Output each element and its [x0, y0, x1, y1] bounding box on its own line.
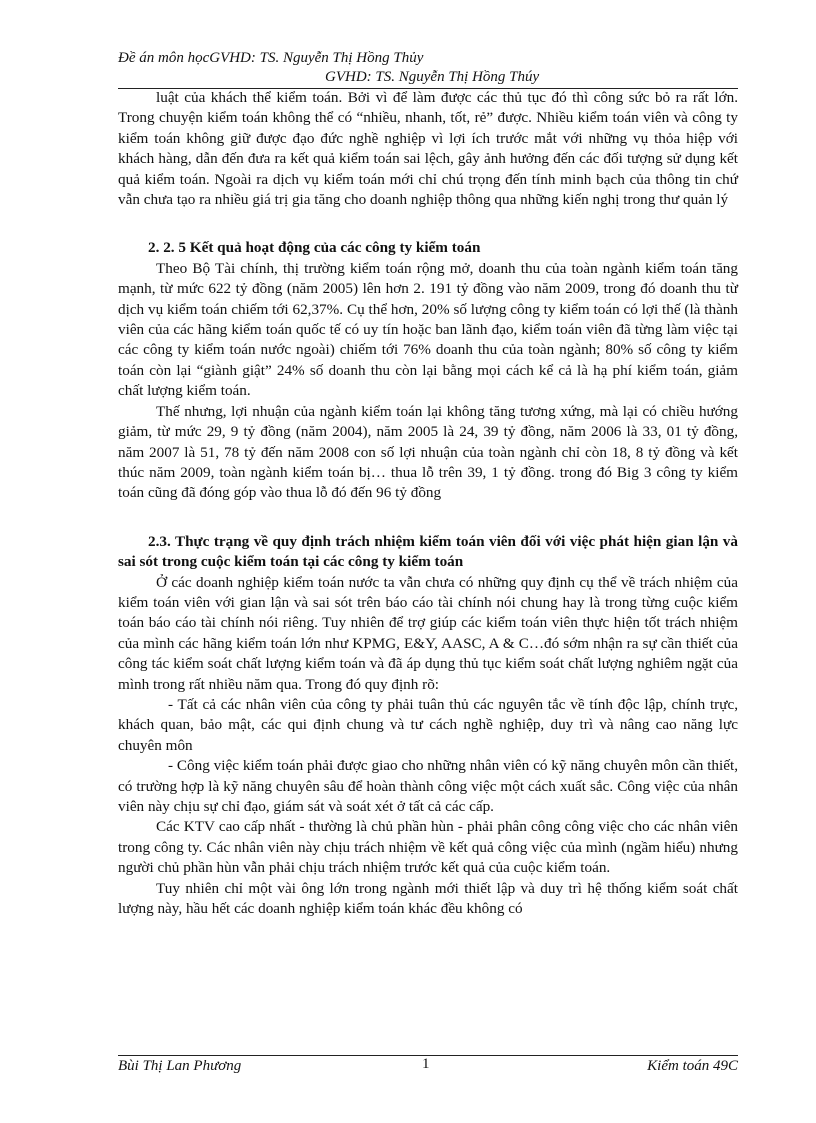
section-heading-2-2-5: 2. 2. 5 Kết quả hoạt động của các công ty kiểm toán	[148, 239, 481, 257]
list-item-assignment: - Công việc kiểm toán phải được giao cho những nhân viên có kỹ năng chuyên môn cần thiết, có trường hợp là kỹ năng chuyên sâu để hoàn thành công việc một cách xuất sắc. Công việc của nhân viên này chịu sự chỉ đạo, giám sát và soát xét ở tất cả các cấp.	[118, 757, 738, 815]
footer-class: Kiểm toán 49C	[647, 1058, 738, 1074]
header-title-line1: Đề án môn họcGVHD: TS. Nguyễn Thị Hồng Thủy	[118, 50, 424, 66]
paragraph-quality-control: Tuy nhiên chỉ một vài ông lớn trong ngành mới thiết lập và duy trì hệ thống kiểm soát chất lượng này, hầu hết các doanh nghiệp kiểm toán khác đều không có	[118, 879, 738, 918]
list-item-independence: - Tất cả các nhân viên của công ty phải tuân thủ các nguyên tắc về tính độc lập, chính trực, khách quan, bảo mật, các qui định chung và tư cách nghề nghiệp, duy trì và nâng cao năng lực chuyên môn	[118, 695, 738, 754]
paragraph-partners: Các KTV cao cấp nhất - thường là chủ phần hùn - phải phân công công việc cho các nhân viên trong công ty. Các nhân viên này chịu trách nhiệm về kết quả công việc của mình (ngầm hiểu) nhưng người chủ phần hùn vẫn phải chịu trách nhiệm trước kết quả của cuộc kiểm toán.	[118, 818, 738, 877]
paragraph-profit: Thế nhưng, lợi nhuận của ngành kiểm toán lại không tăng tương xứng, mà lại có chiều hướng giảm, từ mức 29, 9 tỷ đồng (năm 2004), năm 2005 là 24, 39 tỷ đồng, năm 2006 là 33, 01 tỷ đồng, năm 2007 là 51, 78 tỷ đến năm 2008 con số lợi nhuận của toàn ngành chỉ còn 18, 8 tỷ đồng và kết thúc năm 2009, toàn ngành kiểm toán bị… thua lỗ trên 39, 1 tỷ đồng. trong đó Big 3 công ty kiểm toán cũng đã đóng góp vào thua lỗ đó đến 96 tỷ đồng	[118, 402, 738, 502]
header-title-line2: GVHD: TS. Nguyễn Thị Hồng Thúy	[325, 69, 540, 85]
footer-author: Bùi Thị Lan Phương	[118, 1058, 242, 1074]
section-heading-2-3: 2.3. Thực trạng về quy định trách nhiệm kiểm toán viên đối với việc phát hiện gian lận và sai sót trong cuộc kiểm toán tại các công ty kiểm toán	[118, 532, 738, 571]
paragraph-continuation: luật của khách thể kiểm toán. Bởi vì để làm được các thủ tục đó thì công sức bỏ ra rất lớn. Trong chuyện kiểm toán không thể có “nhiều, nhanh, tốt, rẻ” được. Nhiều kiểm toán viên và công ty kiểm toán không giữ được đạo đức nghề nghiệp vì lợi ích trước mắt với những vụ thỏa hiệp với khách hàng, dẫn đến đưa ra kết quả kiểm toán sai lệch, gây ảnh hưởng đến các đối tượng sử dụng kết quả kiểm toán. Ngoài ra dịch vụ kiểm toán mới chỉ chú trọng đến tính minh bạch của thông tin chứ vẫn chưa tạo ra nhiều giá trị gia tăng cho doanh nghiệp thông qua những kiến nghị trong thư quản lý	[118, 89, 738, 209]
paragraph-regulations: Ở các doanh nghiệp kiểm toán nước ta vẫn chưa có những quy định cụ thể về trách nhiệm của kiểm toán viên với gian lận và sai sót trên báo cáo tài chính nói chung hay là trong từng cuộc kiểm toán báo cáo tài chính nói riêng. Tuy nhiên để trợ giúp các kiểm toán viên thực hiện tốt trách nhiệm của mình các hãng kiểm toán lớn như KPMG, E&Y, AASC, A & C…đó sớm nhận ra sự cần thiết của công tác kiểm soát chất lượng kiểm toán và đã áp dụng thủ tục kiểm soát chất lượng nghiêm ngặt của mình trong rất nhiều năm qua. Trong đó quy định rõ:	[118, 573, 738, 693]
paragraph-revenue: Theo Bộ Tài chính, thị trường kiểm toán rộng mở, doanh thu của toàn ngành kiểm toán tăng mạnh, từ mức 622 tỷ đồng (năm 2005) lên hơn 2. 191 tỷ đồng vào năm 2009, trong đó doanh thu từ dịch vụ kiểm toán chiếm tới 62,37%. Cụ thể hơn, 20% số lượng công ty kiểm toán có lợi thế (là thành viên của các hãng kiểm toán quốc tế có uy tín hoặc ban lãnh đạo, kiểm toán viên đã từng làm việc tại các công ty kiểm toán nước ngoài) chiếm tới 76% doanh thu của toàn ngành; 80% số công ty kiểm toán còn lại “giành giật” 24% số doanh thu còn lại bằng mọi cách kể cả là hạ phí kiểm toán, giảm chất lượng kiểm toán.	[118, 259, 738, 400]
page-number: 1	[422, 1056, 430, 1072]
document-body	[118, 88, 738, 919]
